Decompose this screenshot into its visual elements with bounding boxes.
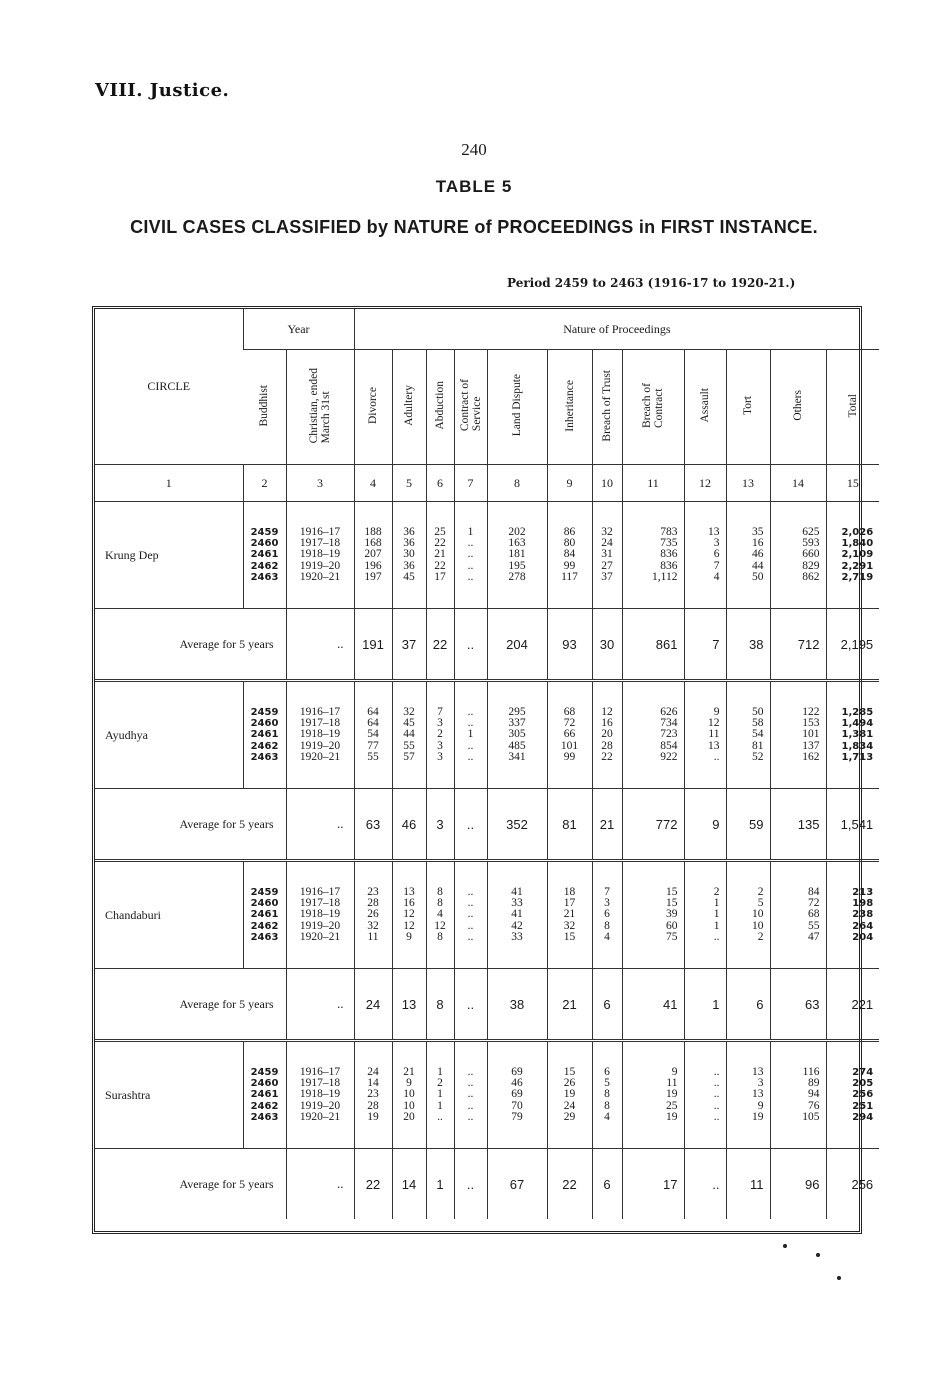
value-cell <box>770 681 826 789</box>
value-list: 41 33 41 42 33 <box>511 885 523 943</box>
value-cell <box>826 1041 879 1149</box>
column-header-label: Breach of Contract <box>641 382 665 429</box>
nature-group-header: Nature of Proceedings <box>354 309 879 350</box>
value-cell <box>426 502 454 609</box>
value-list: 15 26 19 24 29 <box>563 1065 576 1123</box>
column-header-label: Christian, ended March 31st <box>308 367 332 444</box>
value-cell <box>354 861 392 969</box>
christian-years <box>286 502 354 609</box>
value-list: 1 .. .. .. .. <box>467 525 474 583</box>
column-header-label: Total <box>846 393 859 418</box>
average-value: 24 <box>354 969 392 1041</box>
average-value: 96 <box>770 1149 826 1220</box>
value-list: 8 8 4 12 8 <box>434 885 446 943</box>
value-cell <box>726 1041 770 1149</box>
value-list: 2 1 1 1 .. <box>713 885 720 943</box>
value-list: 9 12 11 13 .. <box>708 705 720 763</box>
average-value: 41 <box>622 969 684 1041</box>
value-cell <box>547 1041 592 1149</box>
buddhist-years <box>243 861 286 969</box>
value-cell <box>684 502 726 609</box>
average-value: .. <box>454 789 487 861</box>
average-value: 1 <box>426 1149 454 1220</box>
average-value: .. <box>454 1149 487 1220</box>
value-cell <box>392 1041 426 1149</box>
column-header <box>354 350 392 465</box>
value-list: 24 14 23 28 19 <box>367 1065 379 1123</box>
value-cell <box>454 861 487 969</box>
average-value: 13 <box>392 969 426 1041</box>
average-value: 46 <box>392 789 426 861</box>
christian-years <box>286 1041 354 1149</box>
value-cell <box>592 681 622 789</box>
value-cell <box>487 861 547 969</box>
value-list: 188 168 207 196 197 <box>364 525 382 583</box>
average-value: 772 <box>622 789 684 861</box>
buddhist-year-list: 2459 2460 2461 2462 2463 <box>250 526 279 583</box>
value-list: 15 15 39 60 75 <box>666 885 678 943</box>
average-value: 861 <box>622 609 684 681</box>
value-list: 6 5 8 8 4 <box>604 1065 610 1123</box>
column-number: 10 <box>592 465 622 502</box>
value-cell <box>826 502 879 609</box>
value-list: 213 198 238 264 204 <box>852 886 874 943</box>
average-value: 37 <box>392 609 426 681</box>
value-list: 274 205 256 251 294 <box>852 1066 874 1123</box>
average-value: 93 <box>547 609 592 681</box>
average-value: 67 <box>487 1149 547 1220</box>
average-dots: .. <box>286 789 354 861</box>
value-cell <box>726 681 770 789</box>
column-header <box>770 350 826 465</box>
christian-year-list: 1916–17 1917–18 1918–19 1919–20 1920–21 <box>299 1065 341 1123</box>
buddhist-year-list: 2459 2460 2461 2462 2463 <box>250 1066 279 1123</box>
average-value: 191 <box>354 609 392 681</box>
value-list: 69 46 69 70 79 <box>511 1065 523 1123</box>
value-list: 12 16 20 28 22 <box>601 705 613 763</box>
value-cell <box>770 1041 826 1149</box>
column-number: 11 <box>622 465 684 502</box>
average-value: 352 <box>487 789 547 861</box>
average-value: 1 <box>684 969 726 1041</box>
circle-data-row <box>95 1041 879 1149</box>
value-cell <box>354 502 392 609</box>
value-cell <box>454 502 487 609</box>
average-value: 38 <box>487 969 547 1041</box>
value-cell <box>770 861 826 969</box>
value-list: 2 5 10 10 2 <box>752 885 764 943</box>
period-label: Period 2459 to 2463 (1916-17 to 1920-21.) <box>507 276 796 290</box>
speck-dot <box>837 1276 841 1280</box>
average-value: 8 <box>426 969 454 1041</box>
column-header <box>826 350 879 465</box>
column-number: 2 <box>243 465 286 502</box>
value-cell <box>426 861 454 969</box>
value-cell <box>426 681 454 789</box>
column-header <box>454 350 487 465</box>
column-number: 7 <box>454 465 487 502</box>
value-list: 122 153 101 137 162 <box>802 705 820 763</box>
value-cell <box>487 502 547 609</box>
circle-name: Chandaburi <box>105 907 161 922</box>
average-value: .. <box>684 1149 726 1220</box>
average-value: 81 <box>547 789 592 861</box>
value-cell <box>826 681 879 789</box>
value-cell <box>454 1041 487 1149</box>
value-cell <box>826 861 879 969</box>
column-number: 15 <box>826 465 879 502</box>
average-label: Average for 5 years <box>95 789 286 861</box>
value-list: 783 735 836 836 1,112 <box>652 525 678 583</box>
value-cell <box>726 861 770 969</box>
christian-year-list: 1916–17 1917–18 1918–19 1919–20 1920–21 <box>299 525 341 583</box>
column-header <box>684 350 726 465</box>
value-cell <box>726 502 770 609</box>
column-number: 3 <box>286 465 354 502</box>
value-cell <box>770 502 826 609</box>
value-list: 1,285 1,494 1,381 1,834 1,713 <box>841 706 874 763</box>
value-cell <box>622 1041 684 1149</box>
value-list: 13 3 6 7 4 <box>708 525 720 583</box>
value-list: 32 24 31 27 37 <box>601 525 613 583</box>
value-list: 202 163 181 195 278 <box>508 525 526 583</box>
average-value: 3 <box>426 789 454 861</box>
value-list: 2,026 1,840 2,109 2,291 2,719 <box>841 526 874 583</box>
average-value: 21 <box>592 789 622 861</box>
average-value: 2,195 <box>826 609 879 681</box>
average-dots: .. <box>286 1149 354 1220</box>
buddhist-years <box>243 1041 286 1149</box>
average-value: 712 <box>770 609 826 681</box>
column-number: 9 <box>547 465 592 502</box>
column-header <box>547 350 592 465</box>
average-value: 22 <box>547 1149 592 1220</box>
average-value: .. <box>454 969 487 1041</box>
average-value: .. <box>454 609 487 681</box>
value-cell <box>622 681 684 789</box>
average-value: 7 <box>684 609 726 681</box>
average-value: 6 <box>592 1149 622 1220</box>
average-value: 11 <box>726 1149 770 1220</box>
column-header-label: Contract of Service <box>458 379 483 432</box>
average-value: 14 <box>392 1149 426 1220</box>
value-list: 13 3 13 9 19 <box>752 1065 764 1123</box>
value-list: 36 36 30 36 45 <box>403 525 415 583</box>
circle-header: CIRCLE <box>95 309 243 465</box>
table-label: TABLE 5 <box>435 177 513 196</box>
average-value: 256 <box>826 1149 879 1220</box>
average-value: 6 <box>592 969 622 1041</box>
column-number: 12 <box>684 465 726 502</box>
value-cell <box>392 861 426 969</box>
value-list: 626 734 723 854 922 <box>660 705 678 763</box>
circle-name: Krung Dep <box>105 547 159 562</box>
column-header-label: Buddhist <box>258 384 271 427</box>
value-cell <box>392 502 426 609</box>
column-header <box>426 350 454 465</box>
value-list: 295 337 305 485 341 <box>508 705 526 763</box>
value-cell <box>547 681 592 789</box>
column-header-label: Inheritance <box>563 379 576 432</box>
value-cell <box>454 681 487 789</box>
christian-year-list: 1916–17 1917–18 1918–19 1919–20 1920–21 <box>299 705 341 763</box>
circle-data-row <box>95 861 879 969</box>
value-cell <box>684 861 726 969</box>
value-list: 84 72 68 55 47 <box>808 885 820 943</box>
value-list: 21 9 10 10 20 <box>403 1065 415 1123</box>
value-list: 7 3 6 8 4 <box>604 885 610 943</box>
section-label: VIII. Justice. <box>95 80 230 101</box>
christian-years <box>286 681 354 789</box>
column-header <box>243 350 286 465</box>
column-header-label: Divorce <box>367 386 379 425</box>
value-cell <box>487 1041 547 1149</box>
value-list: 7 3 2 3 3 <box>437 705 443 763</box>
value-cell <box>354 681 392 789</box>
average-value: 22 <box>426 609 454 681</box>
value-cell <box>622 861 684 969</box>
value-list: .. .. .. .. .. <box>467 885 474 943</box>
value-cell <box>392 681 426 789</box>
average-label: Average for 5 years <box>95 969 286 1041</box>
value-cell <box>592 1041 622 1149</box>
value-cell <box>547 502 592 609</box>
circle-name: Surashtra <box>105 1087 151 1102</box>
average-value: 204 <box>487 609 547 681</box>
value-list: 23 28 26 32 11 <box>367 885 379 943</box>
average-value: 22 <box>354 1149 392 1220</box>
column-header-label: Land Dispute <box>511 374 523 437</box>
value-cell <box>487 681 547 789</box>
value-list: 25 22 21 22 17 <box>434 525 446 583</box>
column-header-label: Abduction <box>434 381 446 430</box>
column-header <box>726 350 770 465</box>
buddhist-years <box>243 502 286 609</box>
buddhist-year-list: 2459 2460 2461 2462 2463 <box>250 886 279 943</box>
value-cell <box>354 1041 392 1149</box>
column-number: 13 <box>726 465 770 502</box>
column-header-label: Others <box>792 390 804 421</box>
speck-dot <box>783 1244 787 1248</box>
average-value: 6 <box>726 969 770 1041</box>
value-list: 35 16 46 44 50 <box>752 525 764 583</box>
column-header-label: Breach of Trust <box>601 369 613 442</box>
value-list: .. .. .. .. .. <box>713 1065 720 1123</box>
average-row <box>95 1149 879 1220</box>
average-row <box>95 609 879 681</box>
average-label: Average for 5 years <box>95 609 286 681</box>
column-header <box>487 350 547 465</box>
column-header-label: Assault <box>699 388 711 423</box>
value-list: .. .. 1 .. .. <box>467 705 474 763</box>
year-group-header: Year <box>243 309 354 350</box>
column-header <box>286 350 354 465</box>
buddhist-years <box>243 681 286 789</box>
civil-cases-table <box>95 309 879 1219</box>
value-list: 1 2 1 1 .. <box>437 1065 443 1123</box>
circle-name: Ayudhya <box>105 727 148 742</box>
value-list: 18 17 21 32 15 <box>563 885 576 943</box>
value-cell <box>592 502 622 609</box>
column-number: 6 <box>426 465 454 502</box>
average-value: 221 <box>826 969 879 1041</box>
column-number: 8 <box>487 465 547 502</box>
average-row <box>95 789 879 861</box>
value-cell <box>426 1041 454 1149</box>
value-list: 13 16 12 12 9 <box>403 885 415 943</box>
column-header <box>622 350 684 465</box>
speck-dot <box>816 1253 820 1257</box>
average-value: 63 <box>354 789 392 861</box>
column-header <box>592 350 622 465</box>
buddhist-year-list: 2459 2460 2461 2462 2463 <box>250 706 279 763</box>
value-cell <box>684 1041 726 1149</box>
value-list: 64 64 54 77 55 <box>367 705 379 763</box>
value-list: 625 593 660 829 862 <box>802 525 820 583</box>
column-number: 4 <box>354 465 392 502</box>
average-value: 21 <box>547 969 592 1041</box>
value-cell <box>547 861 592 969</box>
value-list: 9 11 19 25 19 <box>666 1065 678 1123</box>
christian-year-list: 1916–17 1917–18 1918–19 1919–20 1920–21 <box>299 885 341 943</box>
page-number: 240 <box>461 140 487 159</box>
column-header <box>392 350 426 465</box>
average-value: 30 <box>592 609 622 681</box>
value-cell <box>622 502 684 609</box>
column-number: 1 <box>95 465 243 502</box>
average-label: Average for 5 years <box>95 1149 286 1220</box>
column-header-label: Adultery <box>403 385 415 426</box>
value-cell <box>684 681 726 789</box>
value-list: 50 58 54 81 52 <box>752 705 764 763</box>
average-value: 135 <box>770 789 826 861</box>
table-title: CIVIL CASES CLASSIFIED by NATURE of PROCEEDINGS in FIRST INSTANCE. <box>130 217 818 237</box>
average-value: 1,541 <box>826 789 879 861</box>
circle-data-row <box>95 681 879 789</box>
average-value: 38 <box>726 609 770 681</box>
average-dots: .. <box>286 609 354 681</box>
column-number: 5 <box>392 465 426 502</box>
value-list: 32 45 44 55 57 <box>403 705 415 763</box>
value-list: .. .. .. .. .. <box>467 1065 474 1123</box>
average-value: 9 <box>684 789 726 861</box>
value-list: 116 89 94 76 105 <box>802 1065 820 1123</box>
column-number: 14 <box>770 465 826 502</box>
value-list: 86 80 84 99 117 <box>561 525 578 583</box>
christian-years <box>286 861 354 969</box>
value-cell <box>592 861 622 969</box>
column-header-label: Tort <box>742 396 754 415</box>
average-value: 63 <box>770 969 826 1041</box>
average-dots: .. <box>286 969 354 1041</box>
circle-data-row <box>95 502 879 609</box>
average-row <box>95 969 879 1041</box>
value-list: 68 72 66 101 99 <box>560 705 579 763</box>
average-value: 17 <box>622 1149 684 1220</box>
average-value: 59 <box>726 789 770 861</box>
